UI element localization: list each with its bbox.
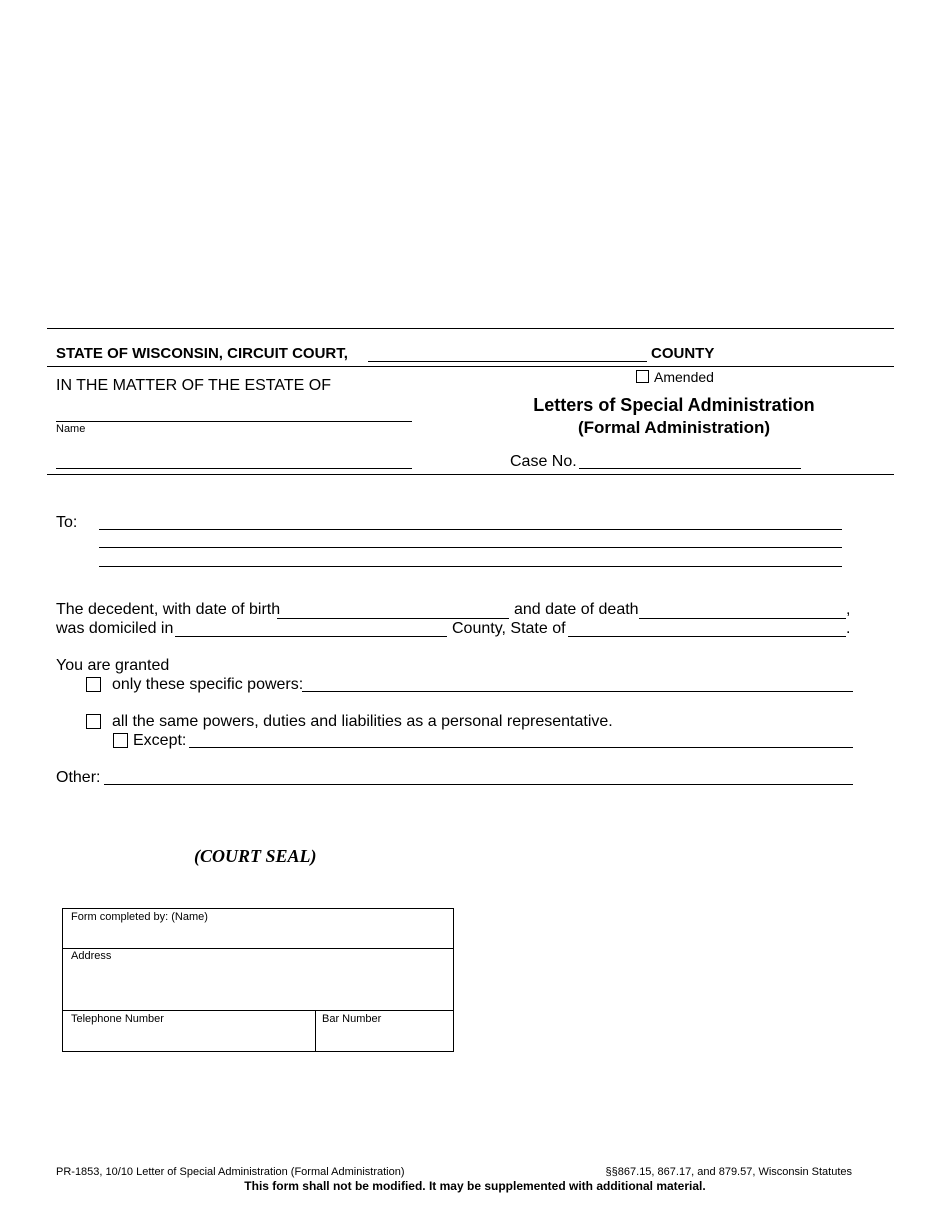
completion-box-divider-1 <box>63 948 453 949</box>
domiciled-label: was domiciled in <box>56 620 174 637</box>
same-powers-label: all the same powers, duties and liabilities as a personal representative. <box>112 713 613 730</box>
estate-label: IN THE MATTER OF THE ESTATE OF <box>56 377 331 394</box>
county-label: COUNTY <box>651 345 715 362</box>
comma: , <box>846 601 851 618</box>
estate-name-field[interactable] <box>56 421 412 422</box>
to-field-3[interactable] <box>99 566 842 567</box>
to-field-2[interactable] <box>99 547 842 548</box>
footer-statutes: §§867.15, 867.17, and 879.57, Wisconsin Statutes <box>605 1166 852 1178</box>
date-of-death-field[interactable] <box>639 618 846 619</box>
footer-notice: This form shall not be modified. It may be supplemented with additional material. <box>244 1179 706 1193</box>
top-rule <box>47 328 894 329</box>
other-label: Other: <box>56 769 101 786</box>
completed-by-label: Form completed by: (Name) <box>71 911 208 923</box>
other-field[interactable] <box>104 784 853 785</box>
case-no-label: Case No. <box>510 453 577 470</box>
case-no-field[interactable] <box>579 468 801 469</box>
specific-powers-checkbox[interactable] <box>86 677 101 692</box>
completion-box-divider-2 <box>63 1010 453 1011</box>
form-title: Letters of Special Administration <box>533 395 815 415</box>
court-county-field[interactable] <box>368 361 647 362</box>
specific-powers-field[interactable] <box>302 691 853 692</box>
county-state-label: County, State of <box>452 620 566 637</box>
estate-name-field-2[interactable] <box>56 468 412 469</box>
to-field-1[interactable] <box>99 529 842 530</box>
granted-label: You are granted <box>56 657 170 674</box>
specific-powers-label: only these specific powers: <box>112 676 304 693</box>
address-label: Address <box>71 950 112 962</box>
court-prefix: STATE OF WISCONSIN, CIRCUIT COURT, <box>56 345 348 362</box>
form-subtitle: (Formal Administration) <box>577 418 771 437</box>
state-field[interactable] <box>568 636 846 637</box>
completion-box <box>62 908 454 1052</box>
completion-box-vertical-divider <box>315 1010 316 1051</box>
period: . <box>846 620 851 637</box>
decedent-text: The decedent, with date of birth <box>56 601 281 618</box>
name-label: Name <box>56 423 86 435</box>
amended-checkbox[interactable] <box>636 370 649 383</box>
court-seal-label: (COURT SEAL) <box>194 846 317 866</box>
date-of-birth-field[interactable] <box>277 618 509 619</box>
bar-number-label: Bar Number <box>322 1013 382 1025</box>
footer-form-id: PR-1853, 10/10 Letter of Special Administration (Formal Administration) <box>56 1166 405 1178</box>
caption-bottom-rule <box>47 474 894 475</box>
header-rule <box>47 366 894 367</box>
except-label: Except: <box>133 732 187 749</box>
amended-label: Amended <box>654 369 714 385</box>
domicile-county-field[interactable] <box>175 636 447 637</box>
except-checkbox[interactable] <box>113 733 128 748</box>
to-label: To: <box>56 514 78 531</box>
telephone-label: Telephone Number <box>71 1013 164 1025</box>
same-powers-checkbox[interactable] <box>86 714 101 729</box>
except-field[interactable] <box>189 747 853 748</box>
date-of-death-label: and date of death <box>514 601 639 618</box>
